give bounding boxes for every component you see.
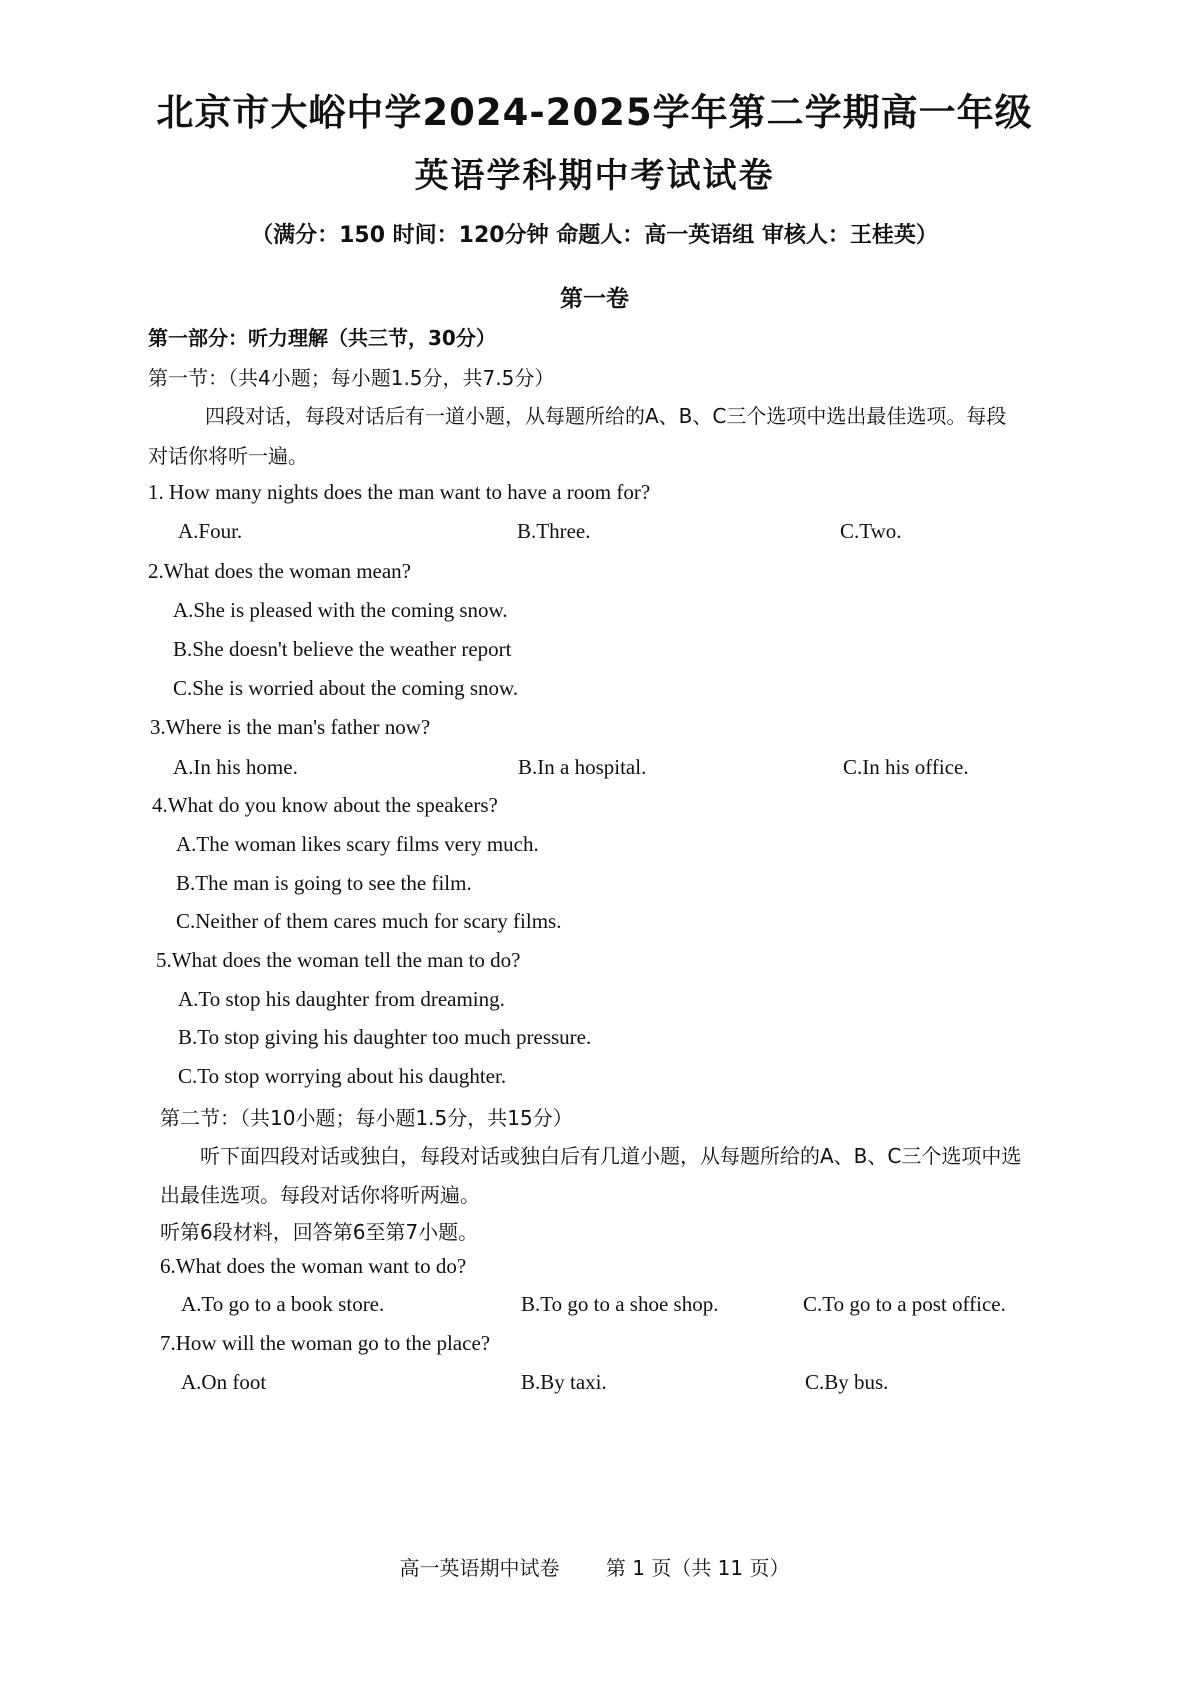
question-1-option-b: B.Three. [517,519,591,543]
question-4-option-a: A.The woman likes scary films very much. [176,832,539,856]
question-1-stem: 1. How many nights does the man want to have a room for? [148,480,651,504]
question-6-option-c: C.To go to a post office. [803,1292,1006,1316]
part1-heading: 第一部分：听力理解（共三节，30分） [148,326,496,350]
section2-heading: 第二节：（共10小题；每小题1.5分，共15分） [160,1106,573,1130]
section2-instructions-line2: 出最佳选项。每段对话你将听两遍。 [160,1183,480,1207]
question-2-option-b: B.She doesn't believe the weather report [173,637,512,661]
section1-instructions-line2: 对话你将听一遍。 [148,444,308,468]
question-2-option-c: C.She is worried about the coming snow. [173,676,519,700]
footer-title: 高一英语期中试卷 [399,1556,560,1580]
question-1-option-a: A.Four. [178,519,243,543]
section1-heading: 第一节：（共4小题；每小题1.5分，共7.5分） [148,366,555,390]
question-4-option-c: C.Neither of them cares much for scary films. [176,909,562,933]
passage-6-instruction: 听第6段材料，回答第6至第7小题。 [160,1220,479,1244]
question-3-stem: 3.Where is the man's father now? [150,715,431,739]
question-5-stem: 5.What does the woman tell the man to do? [156,948,521,972]
exam-title: 北京市大峪中学2024-2025学年第二学期高一年级 [156,91,1033,134]
page-footer [0,1552,1189,1581]
question-5-option-c: C.To stop worrying about his daughter. [178,1064,507,1088]
question-7-option-b: B.By taxi. [521,1370,607,1394]
question-6-stem: 6.What does the woman want to do? [160,1254,467,1278]
question-7-option-c: C.By bus. [805,1370,889,1394]
footer-page-number: 第 1 页（共 11 页） [605,1556,790,1580]
section2-instructions-line1: 听下面四段对话或独白，每段对话或独白后有几道小题，从每题所给的A、B、C三个选项中选 [200,1144,1022,1168]
volume-heading: 第一卷 [560,286,629,312]
question-2-stem: 2.What does the woman mean? [148,559,411,583]
question-6-option-b: B.To go to a shoe shop. [521,1292,719,1316]
question-2-option-a: A.She is pleased with the coming snow. [173,598,508,622]
question-7-option-a: A.On foot [181,1370,267,1394]
question-4-stem: 4.What do you know about the speakers? [152,793,498,817]
question-6-option-a: A.To go to a book store. [181,1292,385,1316]
exam-meta: （满分：150 时间：120分钟 命题人：高一英语组 审核人：王桂英） [251,223,938,248]
question-3-option-c: C.In his office. [843,755,969,779]
question-4-option-b: B.The man is going to see the film. [176,871,472,895]
section1-instructions-line1: 四段对话，每段对话后有一道小题，从每题所给的A、B、C三个选项中选出最佳选项。每段 [205,404,1007,428]
question-7-stem: 7.How will the woman go to the place? [160,1331,491,1355]
question-5-option-a: A.To stop his daughter from dreaming. [178,987,505,1011]
question-3-option-b: B.In a hospital. [518,755,647,779]
question-3-option-a: A.In his home. [173,755,298,779]
exam-subtitle: 英语学科期中考试试卷 [414,156,775,196]
question-5-option-b: B.To stop giving his daughter too much pressure. [178,1025,592,1049]
question-1-option-c: C.Two. [840,519,902,543]
